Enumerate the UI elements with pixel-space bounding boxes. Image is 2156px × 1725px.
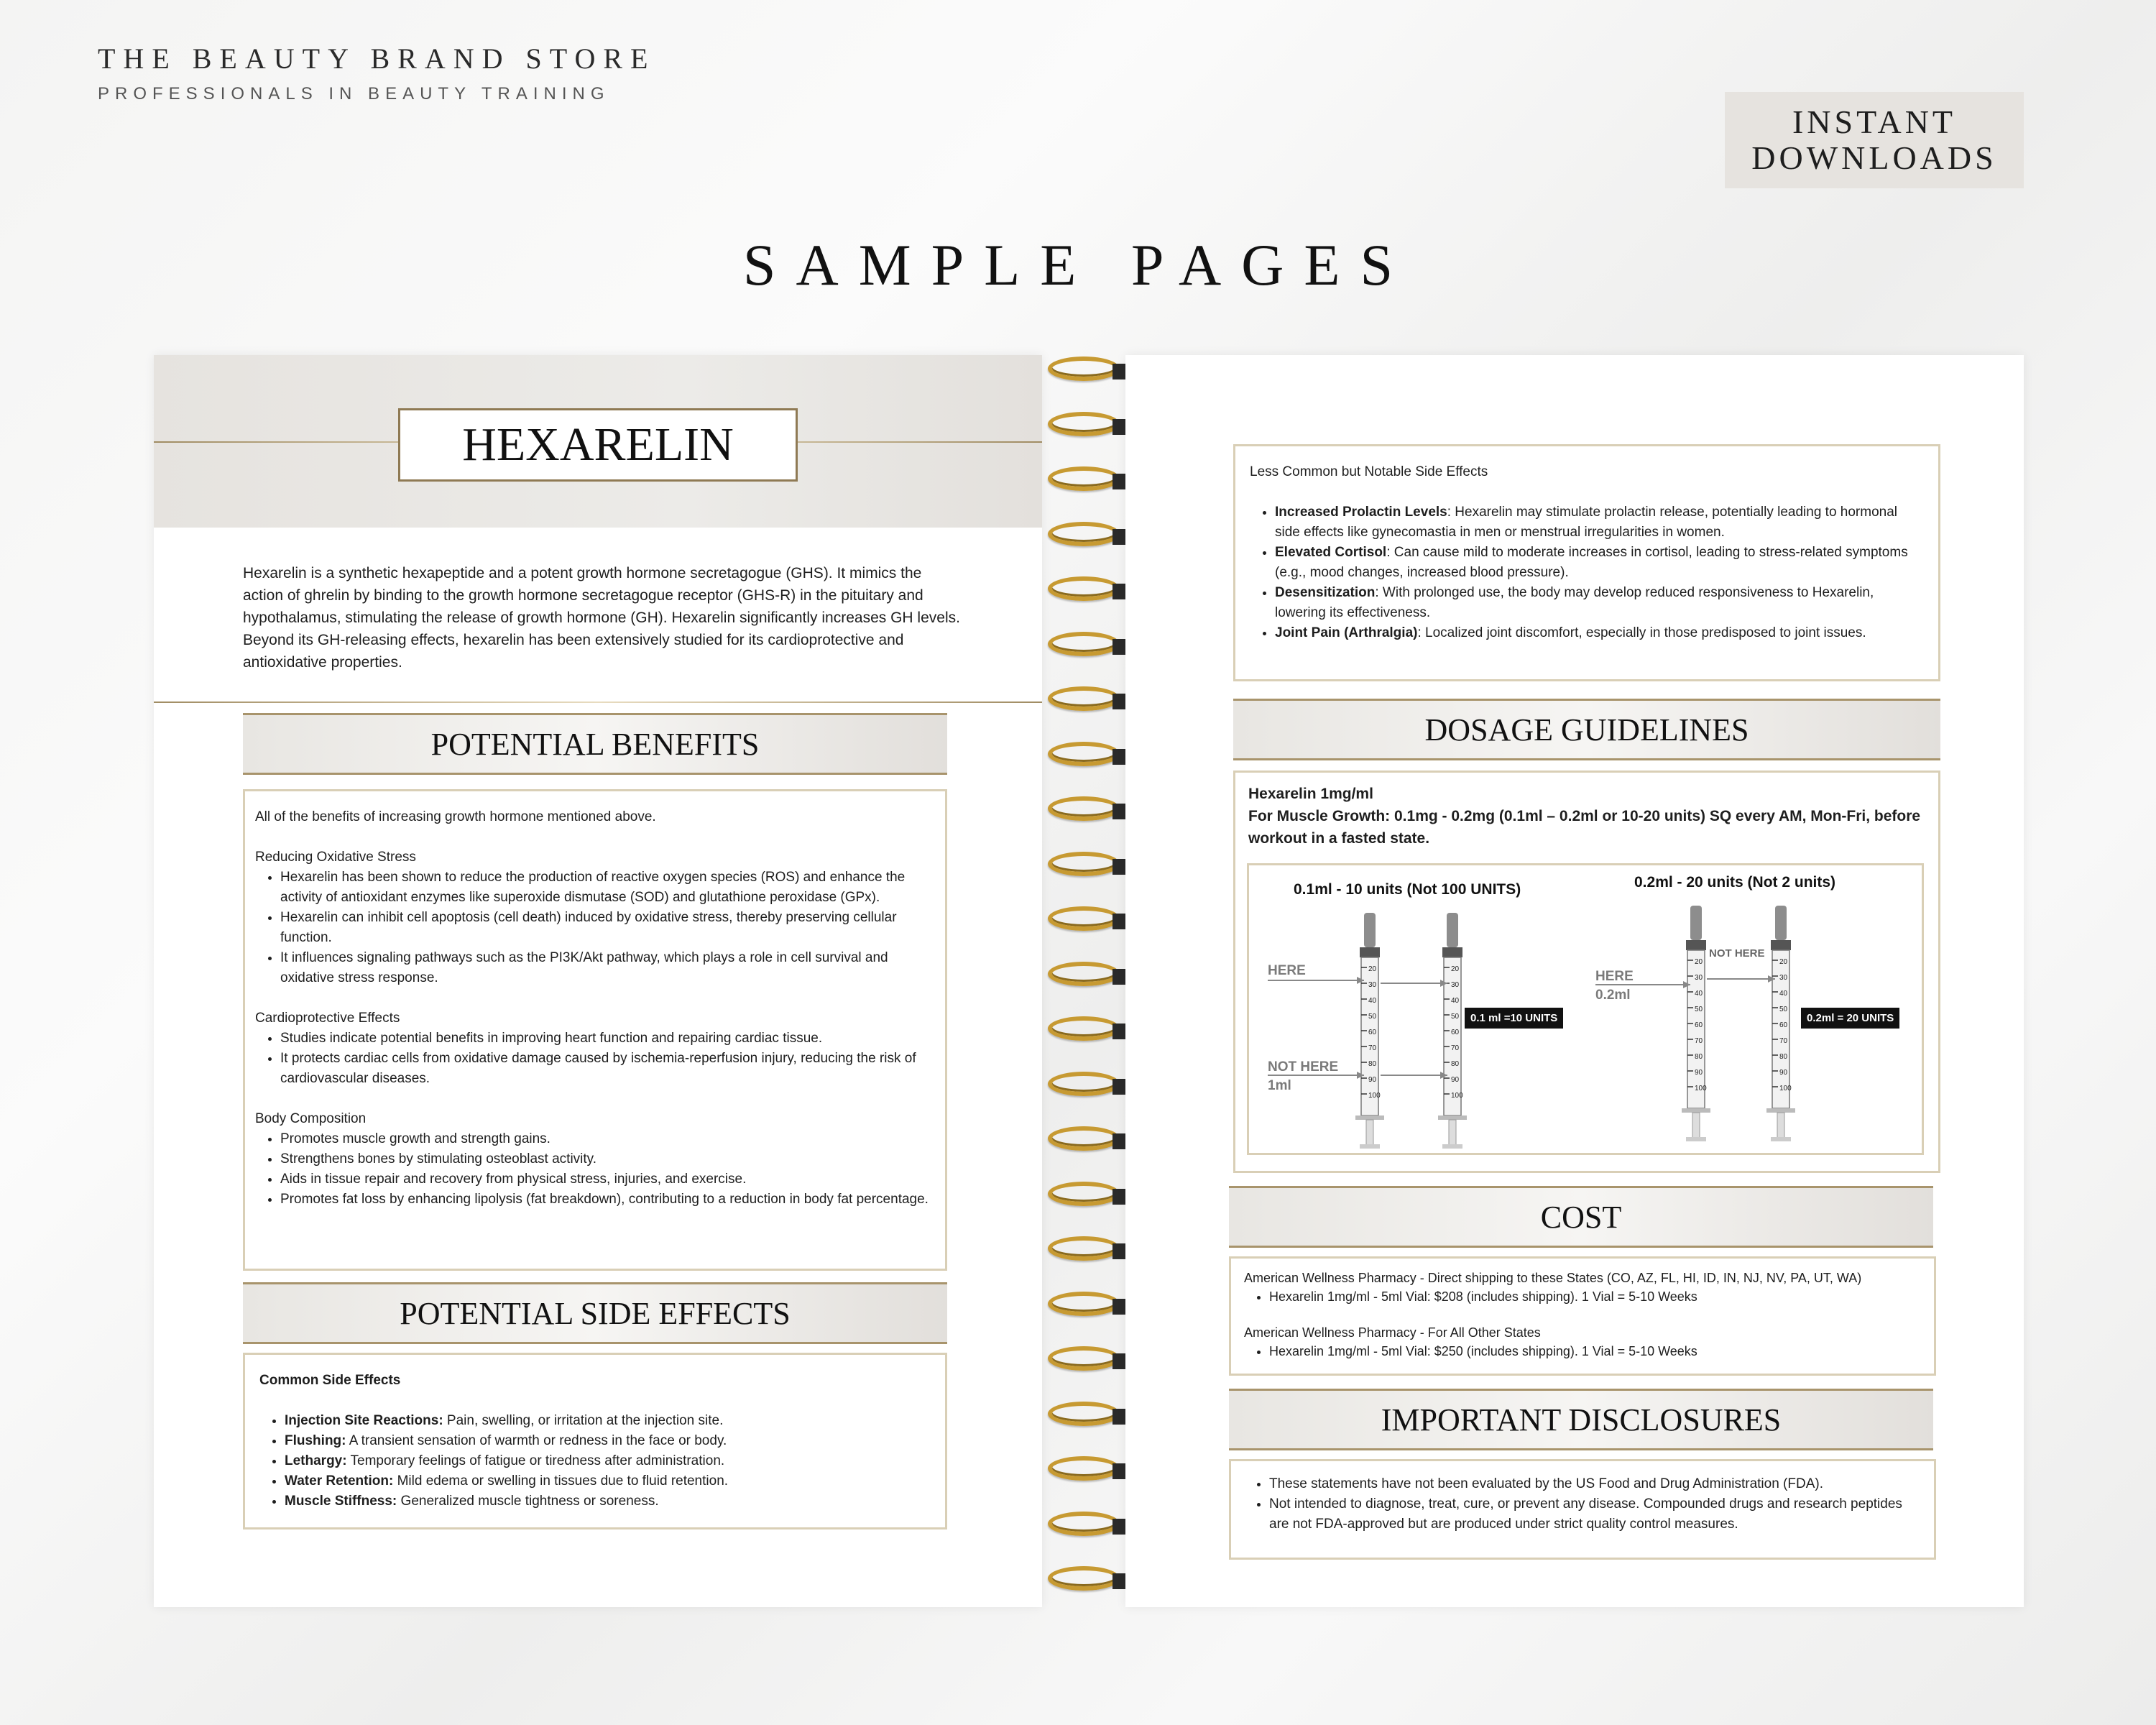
ring-loop [1048, 1566, 1120, 1591]
ring-loop [1048, 1456, 1120, 1481]
ring-loop [1048, 576, 1120, 601]
ring-loop [1048, 1292, 1120, 1316]
list-item [285, 1431, 931, 1451]
spiral-ring [1044, 1563, 1127, 1595]
syringe-scale-label: 80 [1695, 1053, 1703, 1061]
list-item: • It influences signaling pathways such as the PI3K/Akt pathway, which plays a role in cell survival and oxidative stress response. [280, 948, 935, 988]
item-term: Flushing: [285, 1433, 346, 1448]
section-title: Reducing Oxidative Stress [255, 850, 416, 865]
syringe-hub [1442, 947, 1462, 957]
badge-line-1: INSTANT [1792, 104, 1957, 140]
syringe-scale-label: 50 [1368, 1013, 1377, 1021]
less-common-side-effects-box [1233, 444, 1940, 681]
ring-loop [1048, 1072, 1120, 1096]
brand-block [98, 42, 655, 104]
syringe-scale-label: 60 [1451, 1029, 1460, 1036]
ring-loop [1048, 962, 1120, 986]
syringe-plunger-cap [1771, 1137, 1791, 1141]
spiral-ring [1044, 849, 1127, 880]
list-item: • Promotes fat loss by enhancing lipolysis (fat breakdown), contributing to a reduction in body fat percentage. [280, 1190, 935, 1210]
bullet-list [255, 868, 935, 988]
page-title: SAMPLE PAGES [742, 232, 1414, 298]
bullet-list [255, 1029, 935, 1089]
brand-tagline: PROFESSIONALS IN BEAUTY TRAINING [98, 84, 610, 104]
syringe-needle-cap [1364, 913, 1376, 947]
ring-hole [1112, 474, 1127, 489]
right-chart-title: 0.2ml - 20 units (Not 2 units) [1634, 874, 1836, 891]
item-term: Injection Site Reactions: [285, 1413, 443, 1428]
syringe-scale-label: 90 [1368, 1076, 1377, 1084]
ring-loop [1048, 1236, 1120, 1261]
spiral-ring [1044, 464, 1127, 495]
ring-hole [1112, 639, 1127, 655]
list-item [285, 1471, 931, 1491]
common-side-effects-box [243, 1353, 947, 1530]
dosage-box [1233, 770, 1940, 1173]
right-here-label: HERE [1595, 969, 1634, 984]
dosage-heading: DOSAGE GUIDELINES [1233, 699, 1940, 760]
item-text: : Can cause mild to moderate increases in cortisol, leading to stress-related symptoms (e.g., mood changes, increased blood pressure). [1275, 545, 1908, 580]
bullet-list [1244, 1474, 1921, 1535]
item-text: Temporary feelings of fatigue or tiredness after administration. [346, 1453, 725, 1468]
spiral-ring [1044, 1453, 1127, 1485]
syringe-scale-label: 90 [1779, 1069, 1788, 1077]
bullet-list [255, 1129, 935, 1210]
list-item [1275, 623, 1924, 643]
syringe-hub [1360, 947, 1380, 957]
syringe-scale-label: 50 [1779, 1006, 1788, 1013]
ring-hole [1112, 1189, 1127, 1205]
syringe-scale-label: 50 [1695, 1006, 1703, 1013]
section-divider [154, 702, 1042, 703]
syringe-flange [1355, 1116, 1384, 1120]
syringe-scale-label: 100 [1451, 1092, 1463, 1100]
syringe-scale-label: 70 [1695, 1037, 1703, 1045]
ring-loop [1048, 522, 1120, 546]
list-item: • Hexarelin 1mg/ml - 5ml Vial: $208 (includes shipping). 1 Vial = 5-10 Weeks [1269, 1287, 1921, 1306]
spiral-ring [1044, 1179, 1127, 1210]
ring-hole [1112, 749, 1127, 765]
ring-hole [1112, 694, 1127, 709]
ring-hole [1112, 419, 1127, 435]
ring-loop [1048, 1402, 1120, 1426]
syringe-scale-label: 80 [1451, 1060, 1460, 1068]
syringe-hub [1771, 940, 1791, 950]
benefits-heading: POTENTIAL BENEFITS [243, 713, 947, 775]
spiral-ring [1044, 1069, 1127, 1100]
left-units-tag: 0.1 ml =10 UNITS [1465, 1008, 1563, 1029]
item-term: Elevated Cortisol [1275, 545, 1387, 560]
left-not-here-sub: 1ml [1268, 1078, 1291, 1093]
ring-loop [1048, 632, 1120, 656]
ring-loop [1048, 742, 1120, 766]
spiral-ring [1044, 903, 1127, 935]
spiral-ring [1044, 1509, 1127, 1540]
list-item: • Aids in tissue repair and recovery from physical stress, injuries, and exercise. [280, 1169, 935, 1190]
list-item [1275, 583, 1924, 623]
spiral-ring [1044, 739, 1127, 770]
badge-line-2: DOWNLOADS [1751, 139, 1997, 176]
ring-hole [1112, 364, 1127, 380]
cost-line-1: American Wellness Pharmacy - Direct shipping to these States (CO, AZ, FL, HI, ID, IN, NJ, NV, PA, UT, WA) [1244, 1271, 1862, 1285]
cost-heading: COST [1229, 1186, 1933, 1248]
list-item: • These statements have not been evaluated by the US Food and Drug Administration (FDA). [1269, 1474, 1921, 1494]
syringe-scale-label: 20 [1368, 965, 1377, 973]
syringe-scale-label: 40 [1368, 997, 1377, 1005]
ring-hole [1112, 1299, 1127, 1315]
hero-banner [154, 355, 1042, 528]
syringe-scale-label: 60 [1695, 1021, 1703, 1029]
list-item: • Studies indicate potential benefits in improving heart function and repairing cardiac tissue. [280, 1029, 935, 1049]
syringe-hub [1686, 940, 1706, 950]
item-term: Muscle Stiffness: [285, 1494, 397, 1509]
ring-loop [1048, 466, 1120, 491]
ring-loop [1048, 686, 1120, 711]
ring-hole [1112, 584, 1127, 599]
benefits-intro: All of the benefits of increasing growth hormone mentioned above. [255, 809, 656, 824]
common-title: Common Side Effects [259, 1373, 401, 1388]
ring-hole [1112, 969, 1127, 985]
spiral-ring [1044, 354, 1127, 385]
spiral-ring [1044, 574, 1127, 605]
syringe-plunger-cap [1686, 1137, 1706, 1141]
ring-hole [1112, 1024, 1127, 1039]
item-term: Increased Prolactin Levels [1275, 505, 1447, 520]
ring-hole [1112, 1243, 1127, 1259]
item-text: : With prolonged use, the body may develop reduced responsiveness to Hexarelin, lowering its effectiveness. [1275, 585, 1874, 620]
right-page [1125, 355, 2024, 1607]
syringe-scale-label: 30 [1368, 981, 1377, 989]
item-term: Joint Pain (Arthralgia) [1275, 625, 1418, 640]
spiral-ring [1044, 1399, 1127, 1430]
section-title: Cardioprotective Effects [255, 1011, 400, 1026]
syringe-flange [1682, 1108, 1710, 1113]
syringe-scale-label: 70 [1779, 1037, 1788, 1045]
item-text: Pain, swelling, or irritation at the injection site. [443, 1413, 724, 1428]
ring-loop [1048, 906, 1120, 931]
syringe-scale-label: 30 [1779, 974, 1788, 982]
ring-hole [1112, 1353, 1127, 1369]
left-here-label: HERE [1268, 963, 1306, 978]
syringe-plunger [1777, 1113, 1784, 1138]
ring-loop [1048, 356, 1120, 381]
spiral-ring [1044, 1289, 1127, 1320]
syringe-scale-label: 90 [1695, 1069, 1703, 1077]
cost-line-2: American Wellness Pharmacy - For All Other States [1244, 1325, 1541, 1340]
syringe-plunger [1366, 1120, 1373, 1146]
list-item [285, 1451, 931, 1471]
syringe-flange [1438, 1116, 1467, 1120]
ring-hole [1112, 859, 1127, 875]
syringe-scale-label: 90 [1451, 1076, 1460, 1084]
syringe-scale-label: 30 [1451, 981, 1460, 989]
item-term: Desensitization [1275, 585, 1376, 600]
list-item [285, 1411, 931, 1431]
ring-hole [1112, 1519, 1127, 1535]
cost-box [1229, 1256, 1936, 1376]
list-item [1275, 502, 1924, 543]
ring-loop [1048, 852, 1120, 876]
intro-paragraph: Hexarelin is a synthetic hexapeptide and a potent growth hormone secretagogue (GHS). It mimics the action of ghrelin by binding to the growth hormone secretagogue receptor (GHS-R) in the pituitary and hypothalamus, stimulating the release of growth hormone (GH). Hexarelin significantly increases GH levels. Beyond its GH-releasing effects, hexarelin has been extensively studied for its cardioprotective and antioxidative properties. [243, 565, 960, 671]
list-item: • Strengthens bones by stimulating osteoblast activity. [280, 1149, 935, 1169]
right-units-tag: 0.2ml = 20 UNITS [1801, 1008, 1899, 1029]
ring-loop [1048, 1126, 1120, 1151]
bullet-list [1250, 502, 1924, 643]
spiral-ring [1044, 1233, 1127, 1265]
syringe-scale-label: 100 [1779, 1085, 1792, 1092]
syringe-scale-label: 50 [1451, 1013, 1460, 1021]
syringe-scale-label: 60 [1368, 1029, 1377, 1036]
list-item: • Hexarelin has been shown to reduce the production of reactive oxygen species (ROS) and enhance the activity of antioxidant enzymes like superoxide dismutase (SOD) and glutathione peroxidase (GPx). [280, 868, 935, 908]
syringe-scale-label: 40 [1779, 990, 1788, 998]
list-item: • Hexarelin 1mg/ml - 5ml Vial: $250 (includes shipping). 1 Vial = 5-10 Weeks [1269, 1342, 1921, 1361]
syringe-scale-label: 20 [1779, 958, 1788, 966]
list-item: • Promotes muscle growth and strength gains. [280, 1129, 935, 1149]
less-common-title: Less Common but Notable Side Effects [1250, 464, 1488, 479]
item-term: Lethargy: [285, 1453, 347, 1468]
spiral-ring [1044, 1123, 1127, 1155]
spiral-ring [1044, 629, 1127, 661]
item-text: : Localized joint discomfort, especially in those predisposed to joint issues. [1417, 625, 1866, 640]
syringe-scale-label: 30 [1695, 974, 1703, 982]
syringe-needle-cap [1690, 906, 1702, 940]
syringe-plunger-cap [1442, 1144, 1462, 1149]
ring-hole [1112, 529, 1127, 545]
syringe-scale-label: 80 [1779, 1053, 1788, 1061]
syringe-needle-cap [1775, 906, 1787, 940]
left-not-here-label: NOT HERE [1268, 1059, 1339, 1075]
syringe-scale-label: 20 [1451, 965, 1460, 973]
syringe-plunger [1449, 1120, 1456, 1146]
item-text: : Hexarelin may stimulate prolactin release, potentially leading to hormonal side effects like gynecomastia in men or menstrual irregularities in women. [1275, 505, 1898, 540]
list-item: • Not intended to diagnose, treat, cure, or prevent any disease. Compounded drugs and research peptides are not FDA-approved but are produced under strict quality control measures. [1269, 1494, 1921, 1535]
benefits-box [243, 789, 947, 1271]
spiral-ring [1044, 409, 1127, 441]
section-title: Body Composition [255, 1111, 367, 1126]
left-page [154, 355, 1042, 1607]
syringe-scale-label: 60 [1779, 1021, 1788, 1029]
item-text: Generalized muscle tightness or soreness. [397, 1494, 659, 1509]
list-item: • It protects cardiac cells from oxidative damage caused by ischemia-reperfusion injury, reducing the risk of cardiovascular diseases. [280, 1049, 935, 1089]
spiral-ring [1044, 519, 1127, 551]
bullet-list [1244, 1342, 1921, 1361]
syringe-scale-label: 40 [1451, 997, 1460, 1005]
item-text: A transient sensation of warmth or redness in the face or body. [346, 1433, 727, 1448]
right-here-sub: 0.2ml [1595, 988, 1631, 1003]
spiral-ring [1044, 684, 1127, 715]
dosage-line-2: For Muscle Growth: 0.1mg - 0.2mg (0.1ml – 0.2ml or 10-20 units) SQ every AM, Mon-Fri, before workout in a fasted state. [1248, 808, 1921, 847]
syringe-scale-label: 80 [1368, 1060, 1377, 1068]
disclosures-heading: IMPORTANT DISCLOSURES [1229, 1389, 1933, 1450]
bullet-list [1244, 1287, 1921, 1306]
left-chart-title: 0.1ml - 10 units (Not 100 UNITS) [1294, 881, 1521, 898]
bullet-list [259, 1411, 931, 1512]
item-text: Mild edema or swelling in tissues due to fluid retention. [393, 1473, 729, 1489]
syringe-flange [1766, 1108, 1795, 1113]
disclosures-box [1229, 1459, 1936, 1560]
ring-loop [1048, 796, 1120, 821]
syringe-scale-label: 20 [1695, 958, 1703, 966]
spiral-ring [1044, 794, 1127, 825]
ring-loop [1048, 1346, 1120, 1371]
list-item: • Hexarelin can inhibit cell apoptosis (cell death) induced by oxidative stress, thereby preserving cellular function. [280, 908, 935, 948]
syringe-scale-label: 70 [1368, 1044, 1377, 1052]
syringe-chart [1247, 863, 1924, 1155]
ring-loop [1048, 1182, 1120, 1206]
syringe-scale-label: 100 [1695, 1085, 1707, 1092]
syringe-plunger [1692, 1113, 1700, 1138]
ring-loop [1048, 412, 1120, 436]
product-title: HEXARELIN [398, 408, 798, 482]
list-item [1275, 543, 1924, 583]
ring-hole [1112, 1409, 1127, 1425]
spiral-ring [1044, 1343, 1127, 1375]
ring-hole [1112, 804, 1127, 819]
brand-name: THE BEAUTY BRAND STORE [98, 42, 656, 75]
syringe-scale-label: 100 [1368, 1092, 1381, 1100]
ring-loop [1048, 1512, 1120, 1536]
instant-downloads-badge [1725, 92, 2024, 188]
list-item [285, 1491, 931, 1512]
syringe-needle-cap [1447, 913, 1458, 947]
right-not-here-label: NOT HERE [1709, 947, 1765, 960]
dosage-line-1: Hexarelin 1mg/ml [1248, 786, 1373, 802]
ring-hole [1112, 914, 1127, 929]
ring-hole [1112, 1463, 1127, 1479]
ring-hole [1112, 1133, 1127, 1149]
ring-hole [1112, 1079, 1127, 1095]
spiral-ring [1044, 959, 1127, 990]
syringe-scale-label: 70 [1451, 1044, 1460, 1052]
syringe-scale-label: 40 [1695, 990, 1703, 998]
syringe-plunger-cap [1360, 1144, 1380, 1149]
side-effects-heading: POTENTIAL SIDE EFFECTS [243, 1282, 947, 1344]
ring-loop [1048, 1016, 1120, 1041]
spiral-ring [1044, 1013, 1127, 1045]
item-term: Water Retention: [285, 1473, 394, 1489]
ring-hole [1112, 1573, 1127, 1589]
